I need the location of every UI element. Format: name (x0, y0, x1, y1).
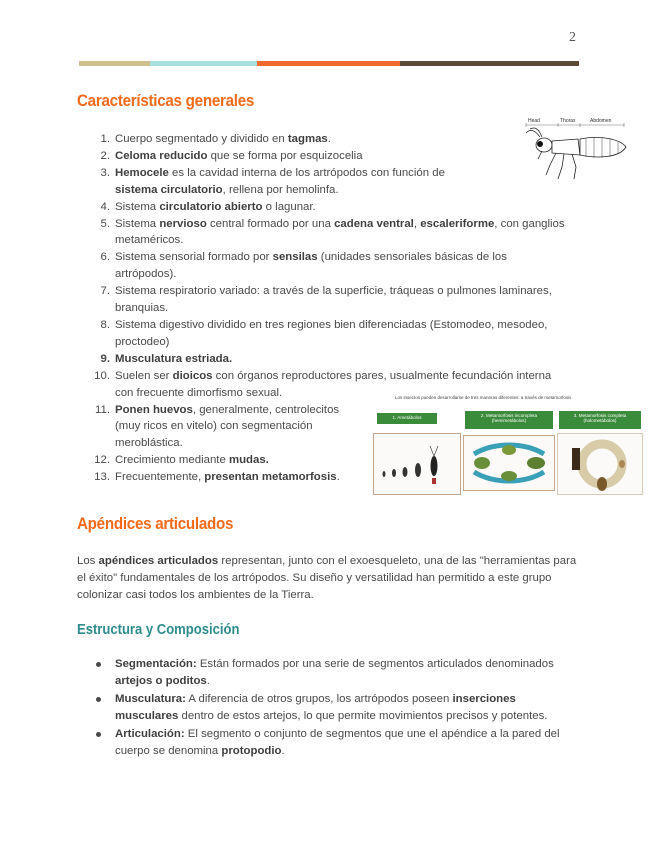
item-number: 11. (95, 403, 110, 416)
bold-term: Segmentación: (115, 658, 197, 670)
characteristic-item (90, 131, 568, 148)
decorative-color-bar (79, 61, 579, 66)
characteristic-item (90, 317, 568, 351)
bold-term: Hemocele (115, 166, 169, 179)
text-run: Sistema sensorial formado por (115, 251, 273, 264)
characteristic-item (90, 249, 568, 283)
characteristic-item (90, 351, 568, 368)
metamorphosis-caption: Los insectos pueden desarrollarse de tres maneras diferentes: a través de metamorfosis (395, 395, 572, 400)
text-run: representan, junto con el exoesqueleto, una de las "herramientas para el éxito" fundamentales de los artrópodos. Su diseño y versatilidad han permitido a este grupo colonizar casi todos los ambientes de la Tierra. (77, 555, 577, 601)
bullet-dot-icon (96, 662, 101, 667)
item-number: 9. (100, 352, 110, 365)
section-heading-apendices: Apéndices articulados (77, 515, 234, 533)
text-run: . (206, 675, 210, 687)
ametabolos-panel (373, 433, 461, 495)
bold-term: Celoma reducido (115, 149, 208, 162)
color-bar-segment (257, 61, 400, 66)
text-run: , rellena por hemolinfa. (222, 183, 339, 196)
text-run: Están formados por una serie de segmentos articulados denominados (196, 658, 554, 670)
holometabolos-label: 3. Metamorfosis completa (holometábolos) (559, 411, 641, 429)
bold-term: dioicos (172, 369, 213, 382)
subsection-heading-estructura: Estructura y Composición (77, 622, 240, 638)
item-number: 1. (100, 133, 110, 145)
text-run: dentro de estos artejos, lo que permite movimientos precisos y potentes. (178, 710, 548, 722)
item-number: 3. (100, 166, 110, 179)
bold-term: Articulación: (115, 728, 185, 740)
bold-term: Musculatura: (115, 693, 186, 705)
bold-term: cadena ventral (334, 217, 414, 230)
bullet-dot-icon (96, 732, 101, 737)
item-number: 10. (94, 369, 110, 382)
apendices-paragraph (77, 553, 582, 604)
bold-term: tagmas (287, 133, 328, 145)
text-run: Suelen ser (115, 369, 173, 382)
text-run: Sistema (115, 200, 160, 213)
bold-term: nervioso (159, 217, 207, 230)
text-run: . (336, 471, 340, 484)
bold-term: circulatorio abierto (159, 200, 263, 213)
text-run: , con ganglios metaméricos. (115, 217, 565, 247)
color-bar-segment (150, 61, 257, 66)
page-number: 2 (569, 30, 576, 45)
text-run: . (281, 745, 285, 757)
bullet-item (92, 656, 582, 690)
estructura-bullet-list (92, 656, 582, 761)
insect-label-abdomen: Abdomen (590, 118, 612, 124)
item-number: 8. (100, 318, 110, 331)
bullet-item (92, 691, 582, 725)
text-run: central formado por una (206, 217, 335, 230)
text-run: Sistema (115, 217, 160, 230)
item-number: 7. (100, 285, 110, 298)
text-run: Los (77, 555, 99, 567)
bold-term: presentan metamorfosis (204, 471, 337, 484)
text-run: , generalmente, centrolecitos (muy ricos en vitelo) con segmentación meroblástica. (115, 403, 340, 450)
text-run: El segmento o conjunto de segmentos que une el apéndice a la pared del cuerpo se denomina (115, 728, 560, 757)
text-run: Cuerpo segmentado y dividido en (115, 133, 288, 145)
bold-term: Musculatura estriada. (115, 352, 233, 365)
bold-term: sistema circulatorio (115, 183, 223, 196)
item-number: 4. (100, 200, 110, 213)
characteristic-item (90, 148, 568, 165)
bold-term: apéndices articulados (98, 555, 219, 567)
characteristic-item (90, 199, 568, 216)
text-run: (unidades sensoriales básicas de los artrópodos). (115, 251, 507, 281)
text-run: Sistema respiratorio variado: a través de la superficie, tráqueas o pulmones laminares, branquias. (115, 285, 552, 315)
bullet-dot-icon (96, 697, 101, 702)
text-run: es la cavidad interna de los artrópodos con función de (168, 166, 445, 179)
ametabolos-label: 1. Ametábolos (377, 413, 437, 424)
bold-term: sensilas (272, 251, 318, 264)
characteristic-item (90, 216, 568, 250)
hemimetabolos-label: 2. Metamorfosis incompleta (hemimetábolos) (465, 411, 553, 429)
bullet-item (92, 726, 582, 760)
text-run: o lagunar. (262, 200, 316, 213)
item-number: 2. (100, 149, 110, 162)
bold-term: escaleriforme (420, 217, 495, 230)
insect-label-head: Head (528, 118, 540, 124)
text-run: A diferencia de otros grupos, los artrópodos poseen (185, 693, 453, 705)
bold-term: inserciones musculares (115, 693, 516, 722)
bold-term: mudas. (228, 454, 269, 467)
color-bar-segment (400, 61, 579, 66)
text-run: , (413, 217, 421, 230)
item-number: 6. (100, 251, 110, 264)
characteristic-item (90, 402, 360, 453)
metamorphosis-figure (373, 395, 645, 499)
section-heading-caracteristicas: Características generales (77, 92, 255, 110)
holometabolos-panel (557, 433, 643, 495)
text-run: que se forma por esquizocelia (207, 149, 363, 162)
bold-term: Ponen huevos (115, 403, 193, 416)
bold-term: protopodio (221, 745, 282, 757)
color-bar-segment (79, 61, 150, 66)
text-run: Frecuentemente, (115, 471, 205, 484)
item-number: 13. (94, 471, 110, 484)
text-run: . (327, 133, 331, 145)
item-number: 5. (100, 217, 110, 230)
item-number: 12. (94, 454, 110, 467)
insect-label-thorax: Thorax (560, 118, 576, 124)
text-run: Sistema digestivo dividido en tres regiones bien diferenciadas (Estomodeo, mesodeo, proctodeo) (115, 318, 548, 348)
text-run: Crecimiento mediante (115, 454, 229, 467)
text-run: con órganos reproductores pares, usualmente fecundación interna con frecuente dimorfismo sexual. (115, 369, 552, 399)
characteristic-item (90, 165, 470, 199)
bold-term: artejos o poditos (115, 675, 207, 687)
hemimetabolos-panel (463, 435, 555, 491)
characteristic-item (90, 283, 568, 317)
